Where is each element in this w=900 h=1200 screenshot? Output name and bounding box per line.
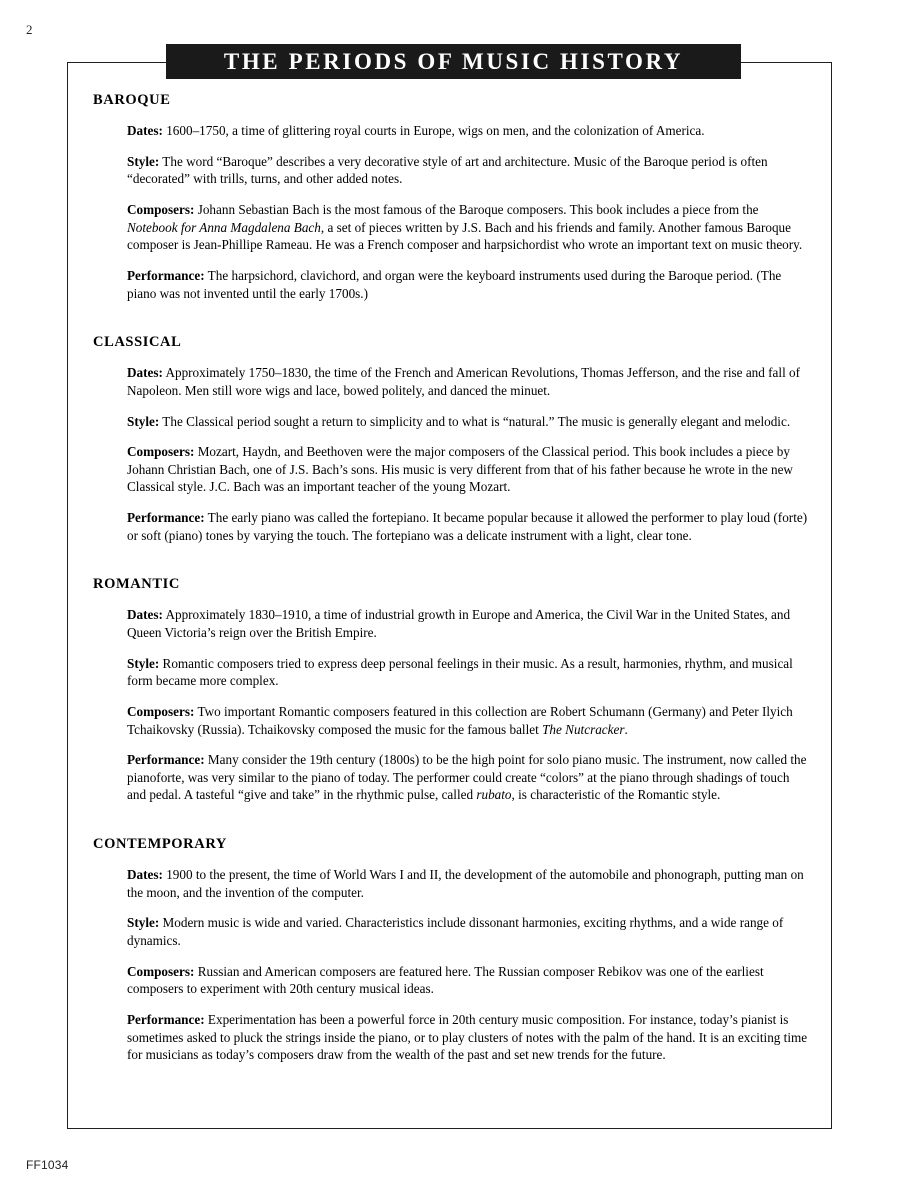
entry-dates <box>127 364 809 399</box>
entry-style <box>127 153 809 188</box>
section-heading: CONTEMPORARY <box>93 835 227 852</box>
entry-performance <box>127 267 809 302</box>
entry-text: Two important Romantic composers featured in this collection are Robert Schumann (Germany) and Peter Ilyich Tchaikovsky (Russia). Tchaikovsky composed the music for the famous ballet <box>127 704 793 737</box>
entry-text-cont: , is characteristic of the Romantic style. <box>511 787 721 803</box>
entry-text: The harpsichord, clavichord, and organ were the keyboard instruments used during the Baroque period. (The piano was not invented until the early 1700s.) <box>127 268 782 301</box>
section-classical <box>93 334 809 544</box>
entry-text: Russian and American composers are featured here. The Russian composer Rebikov was one of the earliest composers to experiment with 20th century musical ideas. <box>127 963 764 997</box>
entry-italic: The Nutcracker <box>542 721 625 737</box>
entry-label: Style: <box>127 413 160 429</box>
entry-composers <box>127 963 809 998</box>
entry-label: Dates: <box>127 365 163 381</box>
entry-text: Modern music is wide and varied. Characteristics include dissonant harmonies, exciting rhythms, and a wide range of dynamics. <box>127 915 784 948</box>
entry-text-cont: . <box>624 721 628 737</box>
entry-label: Dates: <box>127 123 163 139</box>
entry-text: Johann Sebastian Bach is the most famous of the Baroque composers. This book includes a piece from the <box>194 202 759 218</box>
entry-dates <box>127 866 809 901</box>
entry-dates <box>127 606 809 641</box>
entry-text: Many consider the 19th century (1800s) to be the high point for solo piano music. The instrument, now called the pianoforte, was very similar to the piano of today. The performer could create “colors” at the piano through shadings of touch and pedal. A tasteful “give and take” in the rhythmic pulse, called <box>127 752 807 803</box>
page-title: THE PERIODS OF MUSIC HISTORY <box>223 48 684 74</box>
entry-composers <box>127 703 809 738</box>
sections-container <box>93 92 809 1064</box>
entry-label: Style: <box>127 655 160 671</box>
entry-performance <box>127 751 809 804</box>
entry-performance <box>127 1011 809 1064</box>
entry-label: Composers: <box>127 202 195 218</box>
entry-text: 1900 to the present, the time of World Wars I and II, the development of the automobile and phonograph, putting man on the moon, and the invention of the computer. <box>127 867 804 900</box>
entry-composers <box>127 443 809 496</box>
entry-label: Style: <box>127 915 160 931</box>
entry-label: Dates: <box>127 607 163 623</box>
entry-label: Performance: <box>127 752 205 768</box>
entry-text: The word “Baroque” describes a very decorative style of art and architecture. Music of the Baroque period is often “decorated” with trills, turns, and other added notes. <box>127 153 768 187</box>
section-heading: CLASSICAL <box>93 334 182 351</box>
entry-text: Romantic composers tried to express deep personal feelings in their music. As a result, harmonies, rhythm, and musical form became more complex. <box>127 655 793 689</box>
section-heading: BAROQUE <box>93 92 171 108</box>
entry-text-cont: , a set of pieces written by J.S. Bach and his friends and family. Another famous Baroque composer is Jean-Phillipe Rameau. He was a French composer and harpsichordist who wrote an important text on music theory. <box>127 219 803 253</box>
entry-style <box>127 914 809 949</box>
page-title-banner <box>166 44 741 79</box>
page-number: 2 <box>26 22 33 37</box>
entry-style <box>127 413 809 431</box>
entry-italic: Notebook for Anna Magdalena Bach <box>127 219 321 235</box>
entry-text: Approximately 1750–1830, the time of the French and American Revolutions, Thomas Jefferson, and the rise and fall of Napoleon. Men still wore wigs and lace, bowed politely, and danced the minuet. <box>127 365 801 398</box>
entry-label: Dates: <box>127 867 163 883</box>
entry-label: Performance: <box>127 1011 205 1027</box>
entry-text: The early piano was called the fortepiano. It became popular because it allowed the performer to play loud (forte) or soft (piano) tones by varying the touch. The fortepiano was a delicate instrument with a light, clear tone. <box>127 510 808 543</box>
footer-code: FF1034 <box>26 1158 69 1172</box>
entry-text: Approximately 1830–1910, a time of industrial growth in Europe and America, the Civil War in the United States, and Queen Victoria’s reign over the British Empire. <box>127 607 791 640</box>
section-spacer <box>93 566 809 576</box>
entry-label: Composers: <box>127 963 195 979</box>
entry-text: 1600–1750, a time of glittering royal courts in Europe, wigs on men, and the colonization of America. <box>162 123 705 139</box>
section-contemporary <box>93 836 809 1064</box>
entry-composers <box>127 201 809 254</box>
entry-performance <box>127 509 809 544</box>
section-heading: ROMANTIC <box>93 576 180 593</box>
entry-text: The Classical period sought a return to simplicity and to what is “natural.” The music is generally elegant and melodic. <box>159 413 791 429</box>
entry-label: Composers: <box>127 704 195 719</box>
entry-dates <box>127 122 809 140</box>
entry-label: Style: <box>127 153 160 169</box>
entry-label: Performance: <box>127 268 205 284</box>
entry-text: Mozart, Haydn, and Beethoven were the major composers of the Classical period. This book includes a piece by Johann Christian Bach, one of J.S. Bach’s sons. His music is very different from that of his father because he wrote in the new Classical style. J.C. Bach was an important teacher of the young Mozart. <box>127 444 793 495</box>
entry-label: Performance: <box>127 510 205 526</box>
entry-style <box>127 655 809 690</box>
entry-italic: rubato <box>476 787 512 803</box>
section-baroque <box>93 92 809 302</box>
section-romantic <box>93 576 809 804</box>
section-spacer <box>93 324 809 334</box>
section-spacer <box>93 826 809 836</box>
entry-label: Composers: <box>127 444 195 460</box>
entry-text: Experimentation has been a powerful force in 20th century music composition. For instance, today’s pianist is sometimes asked to pluck the strings inside the piano, or to play clusters of notes with the palm of the hand. It is an exciting time for musicians as today’s composers draw from the wealth of the past and set new trends for the future. <box>127 1011 808 1063</box>
